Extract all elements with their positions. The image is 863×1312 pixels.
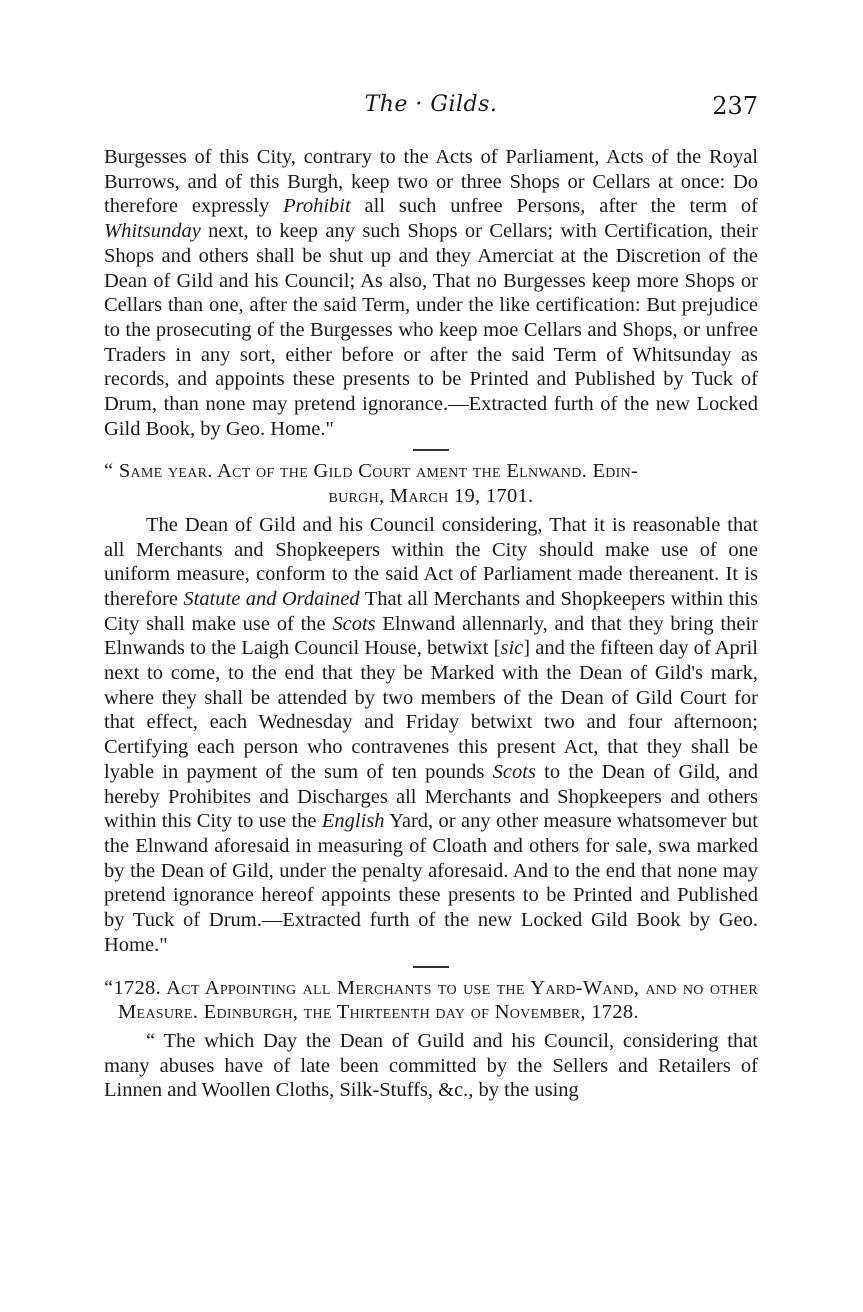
page-header xyxy=(104,92,758,122)
act-paragraph-1728: “ The which Day the Dean of Guild and his Council, considering that many abuses have of late been committed by the Sellers and Retailers of Linnen and Woollen Cloths, Silk-Stuffs, &c., by the using xyxy=(104,1029,758,1102)
text-run: Yard, or any other measure whatsomever but the Elnwand aforesaid in measuring of Cloath and others for sale, swa marked by the Dean of Gild, under the penalty aforesaid. And to the end that none may pretend ignorance hereof appoints these presents to be Printed and Published by Tuck of Drum.—Extracted furth of the new Locked Gild Book by Geo. Home." xyxy=(104,810,758,956)
running-title: The · Gilds. xyxy=(364,92,498,117)
heading-line: “ Same year. Act of the Gild Court ament the Elnwand. Edin- xyxy=(104,460,639,483)
text-run: ] and the fifteen day of April next to come, to the end that they be Marked with the Dean of Gild's mark, where they shall be attended by two members of the Dean of Gild Court for that effect, each Wednesday and Friday betwixt two and four afternoon; Certifying each person who contravenes this present Act, that they shall be lyable in payment of the sum of ten pounds xyxy=(104,637,758,783)
act-paragraph-1701 xyxy=(104,513,758,958)
italic-text-run: Scots xyxy=(332,612,376,635)
text-run: That all Merchants and Shopkeepers within this City shall make use of the xyxy=(104,587,758,635)
italic-text-run: Statute and Ordained xyxy=(183,587,360,610)
text-run: The Dean of Gild and his Council considering, That it is reasonable that all Merchants and Shopkeepers within the City should make use of one uniform measure, conform to the said Act of Parliament made thereanent. It is therefore xyxy=(104,513,758,610)
section-heading-1728: “1728. Act Appointing all Merchants to use the Yard-Wand, and no other Measure. Edinburgh, the Thirteenth day of November, 1728. xyxy=(104,976,758,1024)
italic-text-run: Scots xyxy=(492,760,536,783)
text-run: Elnwand allennarly, and that they bring their Elnwands to the Laigh Council House, betwixt [ xyxy=(104,612,758,660)
text-run: Burgesses of this City, contrary to the Acts of Parliament, Acts of the Royal Burrows, and of this Burgh, keep two or three Shops or Cellars at once: Do therefore expressly xyxy=(104,146,758,218)
italic-text-run: English xyxy=(321,810,385,833)
page-number: 237 xyxy=(712,92,758,120)
text-run: all such unfree Persons, after the term of xyxy=(350,195,758,218)
text-run: next, to keep any such Shops or Cellars; with Certification, their Shops and others shall be shut up and they Amerciat at the Discretion of the Dean of Gild and his Council; As also, That no Burgesses keep more Shops or Cellars than one, after the said Term, under the like certification: But prejudice to the prosecuting of the Burgesses who keep moe Cellars and Shops, or unfree Traders in any sort, either before or after the said Term of Whitsunday as records, and appoints these presents to be Printed and Published by Tuck of Drum, than none may pretend ignorance.—Extracted furth of the new Locked Gild Book, by Geo. Home." xyxy=(104,220,758,440)
page-body xyxy=(104,145,758,1103)
continued-paragraph xyxy=(104,145,758,441)
section-divider xyxy=(413,966,449,968)
italic-text-run: sic xyxy=(500,637,524,660)
text-run: to the Dean of Gild, and hereby Prohibites and Discharges all Merchants and Shopkeepers and others within this City to use the xyxy=(104,760,758,833)
italic-text-run: Prohibit xyxy=(283,195,351,218)
italic-text-run: Whitsunday xyxy=(104,220,201,243)
section-heading-1701 xyxy=(104,459,758,508)
heading-line: burgh, March 19, 1701. xyxy=(328,485,534,508)
section-divider xyxy=(413,449,449,451)
